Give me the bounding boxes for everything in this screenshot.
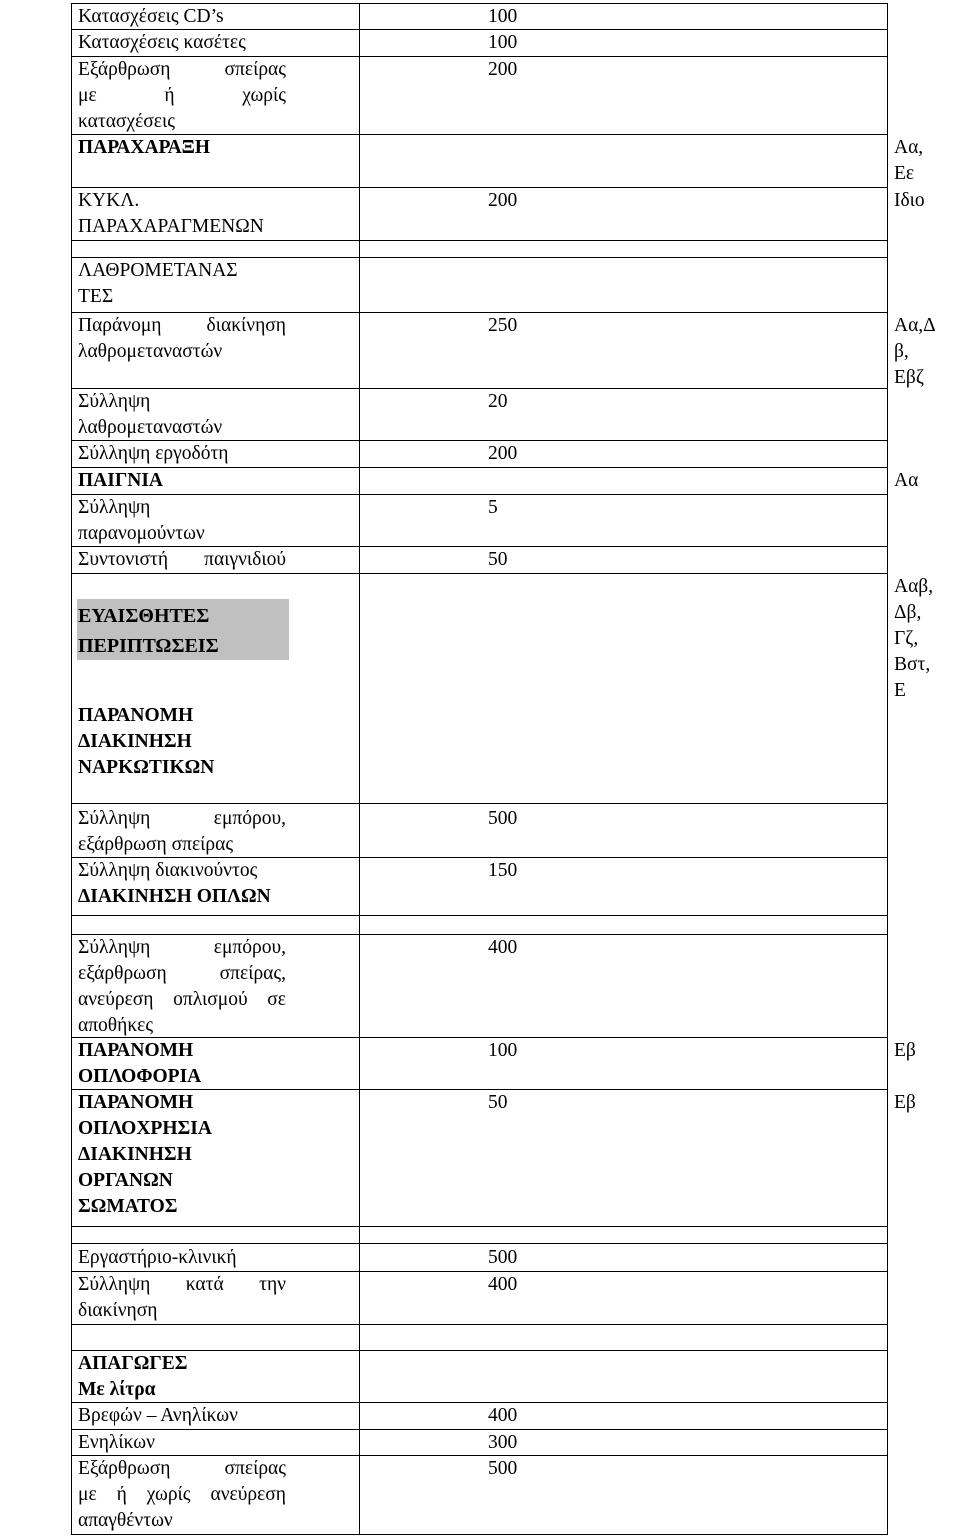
row-code: Ιδιο: [894, 190, 925, 211]
row-label: Σύλληψη: [78, 391, 151, 412]
row-code-line3: Εβζ: [894, 367, 924, 388]
row-label-line2: εξάρθρωση σπείρας: [78, 834, 234, 855]
row-value: 100: [488, 32, 518, 53]
row-value: 200: [488, 59, 518, 80]
row-code: Εβ: [894, 1092, 916, 1113]
row-value: 20: [488, 391, 508, 412]
highlighted-heading-line2: ΠΕΡΙΠΤΩΣΕΙΣ: [78, 635, 219, 657]
row-label-line3: απαγθέντων: [78, 1510, 173, 1531]
row-value: 200: [488, 443, 518, 464]
row-code-line5: Ε: [894, 680, 906, 701]
section-heading: ΛΑΘΡΟΜΕΤΑΝΑΣ: [78, 260, 238, 281]
row-label: Βρεφών – Ανηλίκων: [78, 1405, 238, 1426]
row-value: 250: [488, 315, 518, 336]
row-label-line2: ΠΑΡΑΧΑΡΑΓΜΕΝΩΝ: [78, 216, 264, 237]
row-value: 400: [488, 1274, 518, 1295]
row-code-line2: β,: [894, 341, 909, 362]
row-value: 100: [488, 1040, 518, 1061]
section-heading-line2: Με λίτρα: [78, 1379, 156, 1400]
row-value: 50: [488, 549, 508, 570]
row-code-line2: Δβ,: [894, 602, 922, 623]
row-value: 50: [488, 1092, 508, 1113]
row-value: 300: [488, 1432, 518, 1453]
row-label: Συντονιστή παιγνιδιού: [78, 549, 286, 570]
section-heading: ΑΠΑΓΩΓΕΣ: [78, 1353, 188, 1374]
row-label-line3: ανεύρεση οπλισμού σε: [78, 989, 286, 1010]
section-heading-line2: ΔΙΑΚΙΝΗΣΗ: [78, 731, 192, 752]
row-value: 100: [488, 6, 518, 27]
row-value: 500: [488, 808, 518, 829]
row-label: Σύλληψη εμπόρου,: [78, 808, 286, 829]
section-heading: ΠΑΡΑΝΟΜΗ: [78, 1040, 194, 1061]
row-value: 500: [488, 1247, 518, 1268]
row-value: 150: [488, 860, 518, 881]
row-label-line4: αποθήκες: [78, 1015, 154, 1036]
row-label-line2: παρανομούντων: [78, 523, 205, 544]
section-heading-line2: ΟΠΛΟΧΡΗΣΙΑ: [78, 1118, 212, 1139]
row-value: 400: [488, 937, 518, 958]
section-heading-line4: ΟΡΓΑΝΩΝ: [78, 1170, 173, 1191]
section-heading: ΔΙΑΚΙΝΗΣΗ ΟΠΛΩΝ: [78, 886, 271, 907]
row-label-line2: λαθρομεταναστών: [78, 341, 223, 362]
highlighted-heading: [77, 599, 289, 660]
row-label: Εργαστήριο-κλινική: [78, 1247, 237, 1268]
row-label: ΚΥΚΛ.: [78, 190, 140, 211]
row-code: Αα,: [894, 137, 924, 158]
section-heading-line3: ΝΑΡΚΩΤΙΚΩΝ: [78, 757, 215, 778]
row-label: Σύλληψη εργοδότη: [78, 443, 229, 464]
row-code: Ααβ,: [894, 576, 934, 597]
row-label-line2: λαθρομεταναστών: [78, 417, 223, 438]
row-label: Κατασχέσεις CD’s: [78, 6, 224, 27]
row-value: 200: [488, 190, 518, 211]
row-label: Ενηλίκων: [78, 1432, 155, 1453]
highlighted-heading-line1: ΕΥΑΙΣΘΗΤΕΣ: [78, 605, 210, 627]
row-label-line3: κατασχέσεις: [78, 111, 175, 132]
row-value: 500: [488, 1458, 518, 1479]
section-heading: ΠΑΡΑΝΟΜΗ: [78, 1092, 194, 1113]
row-label: Σύλληψη κατά την: [78, 1274, 286, 1295]
row-label: Σύλληψη: [78, 497, 151, 518]
row-label: Εξάρθρωση σπείρας: [78, 59, 286, 80]
row-code: Αα: [894, 470, 919, 491]
section-heading-line5: ΣΩΜΑΤΟΣ: [78, 1196, 178, 1217]
row-code-line2: Εε: [894, 163, 915, 184]
row-code-line4: Βστ,: [894, 654, 931, 675]
row-code: Εβ: [894, 1040, 916, 1061]
section-heading: ΠΑΡΑΧΑΡΑΞΗ: [78, 137, 211, 158]
row-label-line2: με ή χωρίς: [78, 85, 286, 106]
row-label-line2: διακίνηση: [78, 1300, 158, 1321]
section-heading-line2: ΤΕΣ: [78, 286, 114, 307]
row-label: Σύλληψη διακινούντος: [78, 860, 258, 881]
section-heading: ΠΑΡΑΝΟΜΗ: [78, 705, 194, 726]
row-label: Σύλληψη εμπόρου,: [78, 937, 286, 958]
row-code: Αα,Δ: [894, 315, 936, 336]
section-heading: ΠΑΙΓΝΙΑ: [78, 470, 163, 491]
row-label: Κατασχέσεις κασέτες: [78, 32, 246, 53]
row-code-line3: Γζ,: [894, 628, 919, 649]
row-label-line2: με ή χωρίς ανεύρεση: [78, 1484, 286, 1505]
row-label: Εξάρθρωση σπείρας: [78, 1458, 286, 1479]
row-value: 400: [488, 1405, 518, 1426]
row-label: Παράνομη διακίνηση: [78, 315, 286, 336]
row-value: 5: [488, 497, 498, 518]
row-label-line2: εξάρθρωση σπείρας,: [78, 963, 286, 984]
section-heading-line3: ΔΙΑΚΙΝΗΣΗ: [78, 1144, 192, 1165]
section-heading-line2: ΟΠΛΟΦΟΡΙΑ: [78, 1066, 202, 1087]
